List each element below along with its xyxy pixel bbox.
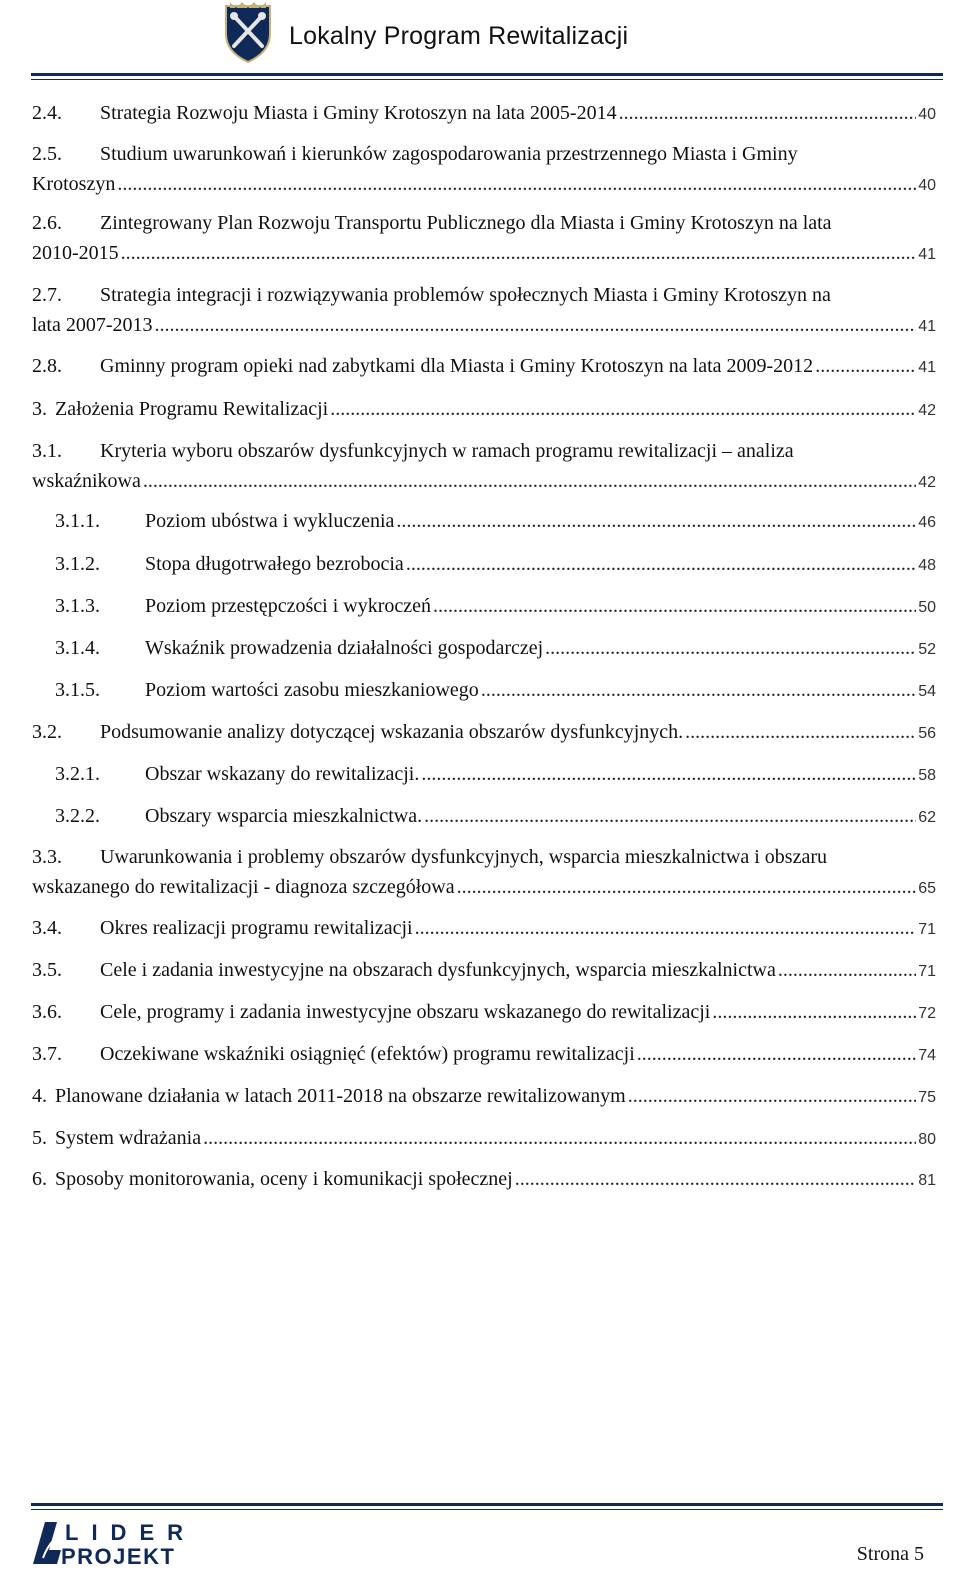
toc-page-number: 41 — [918, 246, 936, 263]
toc-page-number: 80 — [918, 1131, 936, 1148]
toc-entry[interactable] — [55, 509, 936, 535]
toc-leader-dots — [433, 594, 916, 618]
toc-entry[interactable] — [32, 283, 936, 307]
toc-entry-number: 3.1.2. — [55, 553, 100, 575]
toc-leader-dots — [143, 469, 916, 493]
toc-entry-number: 3.2.2. — [55, 805, 100, 827]
toc-page-number: 65 — [918, 880, 936, 897]
toc-entry-number: 2.5. — [32, 143, 62, 165]
crest-icon — [216, 0, 280, 64]
toc-leader-dots — [637, 1042, 916, 1066]
toc-entry-number: 2.6. — [32, 212, 62, 234]
toc-entry[interactable] — [32, 439, 936, 463]
toc-entry-number: 5. — [32, 1127, 47, 1149]
toc-entry[interactable] — [32, 211, 936, 235]
toc-entry-number: 3.4. — [32, 917, 62, 939]
toc-entry-number: 3.5. — [32, 959, 62, 981]
toc-entry-title: wskaźnikowa — [32, 470, 141, 492]
toc-entry[interactable] — [55, 678, 936, 704]
toc-page-number: 75 — [918, 1089, 936, 1106]
toc-entry-title: Strategia integracji i rozwiązywania problemów społecznych Miasta i Gminy Krotoszyn na — [100, 284, 831, 306]
toc-entry-number: 3.2.1. — [55, 763, 100, 785]
toc-page-number: 74 — [918, 1047, 936, 1064]
toc-entry-title: Stopa długotrwałego bezrobocia — [145, 553, 404, 575]
toc-leader-dots — [424, 804, 916, 828]
toc-entry-title: Poziom przestępczości i wykroczeń — [145, 595, 432, 617]
toc-page-number: 41 — [918, 359, 936, 376]
toc-leader-dots — [457, 875, 917, 899]
toc-leader-dots — [778, 958, 916, 982]
toc-entry-title: Poziom wartości zasobu mieszkaniowego — [145, 679, 479, 701]
toc-leader-dots — [545, 636, 916, 660]
toc-entry-title: lata 2007-2013 — [32, 314, 153, 336]
toc-entry-number: 3.1. — [32, 440, 62, 462]
lider-projekt-logo — [31, 1518, 231, 1568]
toc-entry[interactable] — [32, 916, 936, 942]
toc-page-number: 81 — [918, 1172, 936, 1189]
toc-entry[interactable] — [32, 469, 936, 495]
toc-entry-title: Sposoby monitorowania, oceny i komunikacji społecznej — [55, 1168, 513, 1190]
toc-page-number: 40 — [918, 106, 936, 123]
toc-page-number: 52 — [918, 641, 936, 658]
toc-entry[interactable] — [32, 720, 936, 746]
toc-entry-number: 2.7. — [32, 284, 62, 306]
toc-entry-number: 4. — [32, 1085, 47, 1107]
toc-leader-dots — [815, 354, 916, 378]
toc-entry-title: Uwarunkowania i problemy obszarów dysfunkcyjnych, wsparcia mieszkalnictwa i obszaru — [100, 846, 828, 868]
toc-entry[interactable] — [32, 241, 936, 267]
toc-entry-title: Okres realizacji programu rewitalizacji — [100, 917, 413, 939]
toc-entry-title: Założenia Programu Rewitalizacji — [55, 398, 329, 420]
toc-page-number: 42 — [918, 402, 936, 419]
toc-entry[interactable] — [32, 1042, 936, 1068]
toc-entry[interactable] — [32, 958, 936, 984]
toc-page-number: 58 — [918, 767, 936, 784]
toc-leader-dots — [712, 1000, 916, 1024]
toc-page-number: 62 — [918, 809, 936, 826]
toc-leader-dots — [515, 1167, 917, 1191]
toc-leader-dots — [406, 552, 916, 576]
footer-rule — [31, 1503, 943, 1506]
toc-entry[interactable] — [55, 636, 936, 662]
toc-entry[interactable] — [32, 172, 936, 198]
toc-leader-dots — [415, 916, 917, 940]
toc-entry[interactable] — [32, 1000, 936, 1026]
toc-entry-number: 3.1.4. — [55, 637, 100, 659]
toc-entry-number: 3.1.5. — [55, 679, 100, 701]
toc-entry-number: 3. — [32, 398, 47, 420]
toc-leader-dots — [685, 720, 916, 744]
toc-entry-title: Planowane działania w latach 2011-2018 na obszarze rewitalizowanym — [55, 1085, 626, 1107]
toc-page-number: 72 — [918, 1005, 936, 1022]
toc-entry-number: 3.1.3. — [55, 595, 100, 617]
toc-page-number: 71 — [918, 921, 936, 938]
toc-leader-dots — [619, 101, 917, 125]
header-rule — [31, 73, 943, 76]
toc-leader-dots — [117, 172, 916, 196]
toc-entry[interactable] — [32, 397, 936, 423]
toc-page-number: 41 — [918, 318, 936, 335]
toc-entry[interactable] — [32, 1126, 936, 1152]
toc-entry[interactable] — [32, 1167, 936, 1193]
toc-entry[interactable] — [32, 313, 936, 339]
toc-entry-title: Krotoszyn — [32, 173, 116, 195]
toc-entry-title: Cele, programy i zadania inwestycyjne obszaru wskazanego do rewitalizacji — [100, 1001, 711, 1023]
toc-leader-dots — [330, 397, 916, 421]
toc-entry[interactable] — [55, 552, 936, 578]
toc-entry-title: Studium uwarunkowań i kierunków zagospodarowania przestrzennego Miasta i Gminy — [100, 143, 798, 165]
toc-entry-number: 3.7. — [32, 1043, 62, 1065]
toc-page-number: 46 — [918, 514, 936, 531]
toc-entry-number: 3.1.1. — [55, 510, 100, 532]
toc-page-number: 54 — [918, 683, 936, 700]
toc-page-number: 42 — [918, 474, 936, 491]
toc-entry-title: Obszar wskazany do rewitalizacji. — [145, 763, 420, 785]
toc-entry[interactable] — [32, 101, 936, 127]
toc-entry[interactable] — [32, 875, 936, 901]
toc-leader-dots — [203, 1126, 916, 1150]
toc-entry-title: Oczekiwane wskaźniki osiągnięć (efektów) programu rewitalizacji — [100, 1043, 635, 1065]
footer-rule-thin — [31, 1509, 943, 1510]
toc-entry-title: Gminny program opieki nad zabytkami dla Miasta i Gminy Krotoszyn na lata 2009-2012 — [100, 355, 814, 377]
toc-entry-title: Obszary wsparcia mieszkalnictwa. — [145, 805, 423, 827]
toc-entry-number: 3.2. — [32, 721, 62, 743]
header-rule-thin — [31, 79, 943, 80]
toc-leader-dots — [155, 313, 917, 337]
toc-page-number: 48 — [918, 557, 936, 574]
toc-entry-title: 2010-2015 — [32, 242, 119, 264]
toc-entry[interactable] — [32, 1084, 936, 1110]
toc-entry-number: 2.4. — [32, 102, 62, 124]
toc-page-number: 71 — [918, 963, 936, 980]
toc-entry[interactable] — [32, 142, 936, 166]
page-number: Strona 5 — [856, 1543, 924, 1565]
toc-entry-title: Strategia Rozwoju Miasta i Gminy Krotoszyn na lata 2005-2014 — [100, 102, 617, 124]
toc-entry-title: Poziom ubóstwa i wykluczenia — [145, 510, 395, 532]
toc-entry-title: Kryteria wyboru obszarów dysfunkcyjnych w ramach programu rewitalizacji – analiza — [100, 440, 794, 462]
toc-entry-number: 6. — [32, 1168, 47, 1190]
toc-leader-dots — [421, 762, 916, 786]
toc-entry[interactable] — [32, 845, 936, 869]
toc-entry-title: Cele i zadania inwestycyjne na obszarach dysfunkcyjnych, wsparcia mieszkalnictwa — [100, 959, 776, 981]
logo-text-top: LIDER — [65, 1520, 196, 1545]
page-header — [0, 0, 960, 80]
toc-leader-dots — [481, 678, 916, 702]
toc-entry-number: 2.8. — [32, 355, 62, 377]
toc-entry-title: Zintegrowany Plan Rozwoju Transportu Publicznego dla Miasta i Gminy Krotoszyn na lata — [100, 212, 832, 234]
toc-entry[interactable] — [55, 804, 936, 830]
toc-entry-title: Podsumowanie analizy dotyczącej wskazania obszarów dysfunkcyjnych. — [100, 721, 684, 743]
toc-entry-title: System wdrażania — [55, 1127, 202, 1149]
toc-entry-title: wskazanego do rewitalizacji - diagnoza szczegółowa — [32, 876, 455, 898]
document-title: Lokalny Program Rewitalizacji — [289, 22, 629, 50]
toc-leader-dots — [628, 1084, 917, 1108]
toc-page-number: 40 — [918, 177, 936, 194]
toc-leader-dots — [396, 509, 916, 533]
toc-entry-number: 3.3. — [32, 846, 62, 868]
logo-text-bottom: PROJEKT — [61, 1544, 176, 1568]
toc-page-number: 56 — [918, 725, 936, 742]
toc-entry-number: 3.6. — [32, 1001, 62, 1023]
toc-entry[interactable] — [32, 354, 936, 380]
toc-entry[interactable] — [55, 762, 936, 788]
toc-entry-title: Wskaźnik prowadzenia działalności gospodarczej — [145, 637, 544, 659]
toc-entry[interactable] — [55, 594, 936, 620]
toc-leader-dots — [121, 241, 917, 265]
toc-page-number: 50 — [918, 599, 936, 616]
